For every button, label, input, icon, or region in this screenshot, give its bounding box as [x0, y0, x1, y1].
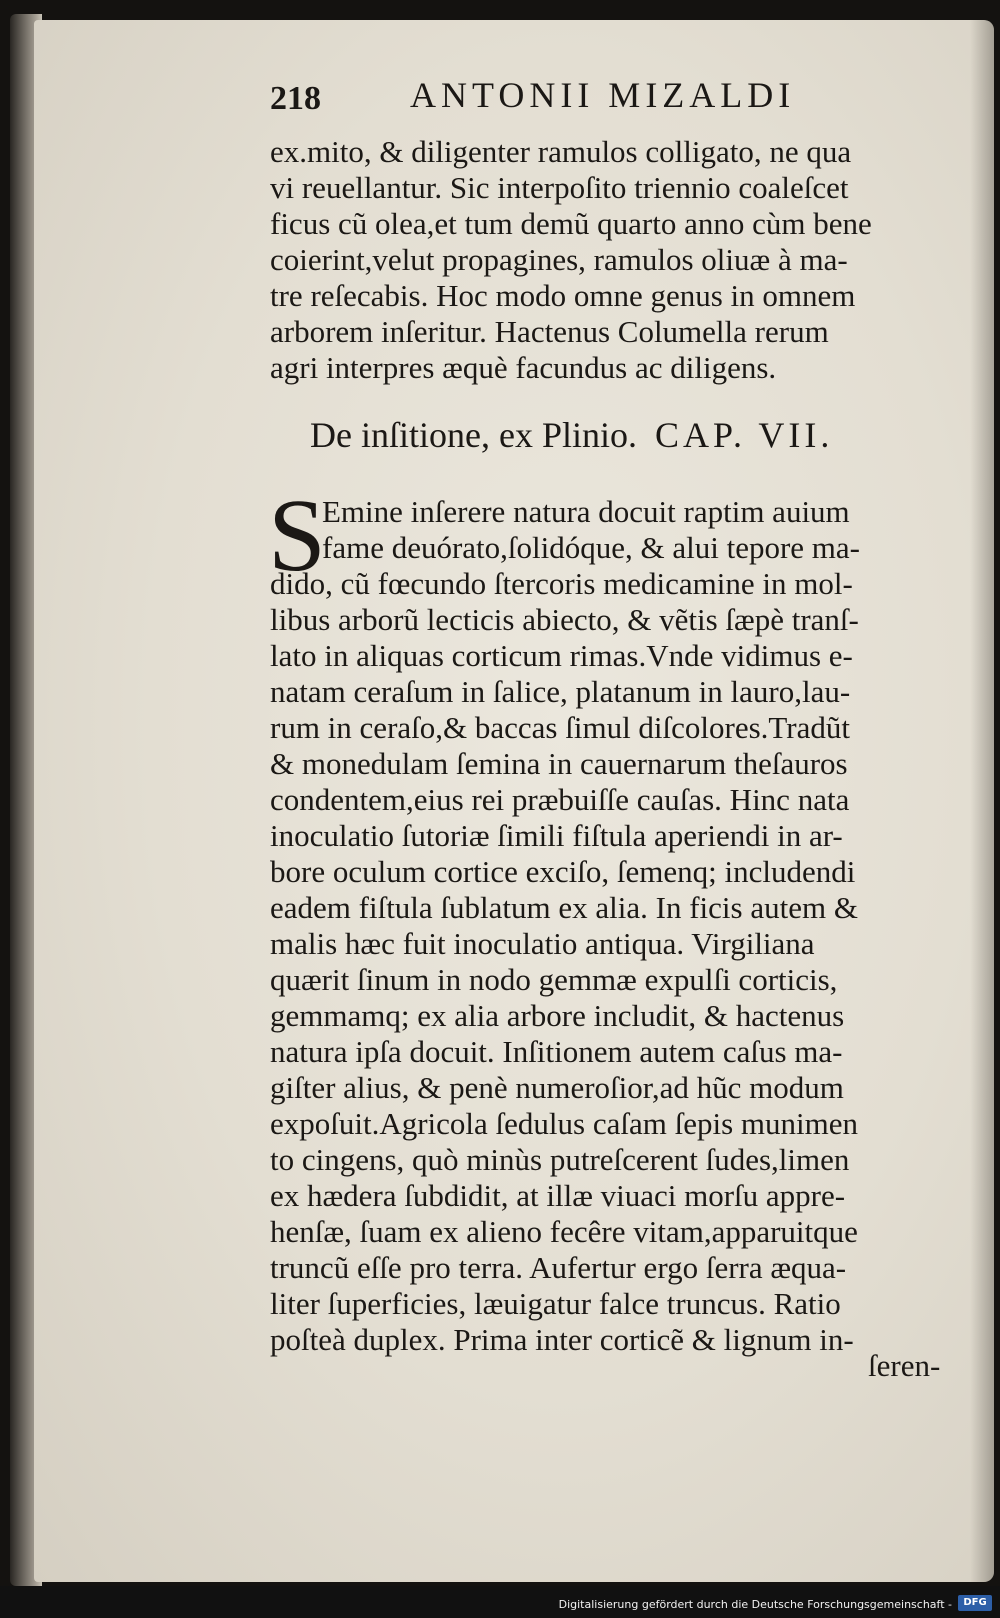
text-line: natura ipſa docuit. Inſitionem autem caſus ma-: [270, 1034, 843, 1069]
text-line: tre reſecabis. Hoc modo omne genus in omnem: [270, 278, 856, 313]
text-line: liter ſuperficies, læuigatur falce truncus. Ratio: [270, 1286, 841, 1321]
text-line: bore oculum cortice exciſo, ſemenq; includendi: [270, 854, 856, 889]
text-line: condentem,eius rei præbuiſſe cauſas. Hinc nata: [270, 782, 850, 817]
running-head: [230, 60, 960, 120]
text-line: henſæ, ſuam ex alieno fecêre vitam,apparuitque: [270, 1214, 858, 1249]
text-line: natam ceraſum in ſalice, platanum in lauro,lau-: [270, 674, 851, 709]
page-edge-shadow: [970, 20, 994, 1582]
text-line: malis hæc fuit inoculatio antiqua. Virgiliana: [270, 926, 815, 961]
text-line: arborem inſeritur. Hactenus Columella rerum: [270, 314, 829, 349]
text-line: & monedulam ſemina in cauernarum theſauros: [270, 746, 848, 781]
text-line: Emine inſerere natura docuit raptim auium: [322, 494, 850, 529]
text-line: dido, cũ fœcundo ſtercoris medicamine in mol-: [270, 566, 853, 601]
text-line: agri interpres æquè facundus ac diligens.: [270, 350, 777, 385]
text-line: lato in aliquas corticum rimas.Vnde vidimus e-: [270, 638, 853, 673]
dfg-logo: DFG: [958, 1595, 992, 1611]
text-line: fame deuórato,ſolidóque, & alui tepore ma-: [322, 530, 861, 565]
drop-cap: S: [268, 478, 326, 593]
chapter-title: De inſitione, ex Plinio.: [310, 415, 637, 455]
footer-bar: [0, 1586, 1000, 1618]
text-line: coierint,velut propagines, ramulos oliuæ à ma-: [270, 242, 848, 277]
text-line: rum in ceraſo,& baccas ſimul diſcolores.Tradũt: [270, 710, 850, 745]
text-line: ex hædera ſubdidit, at illæ viuaci morſu appre-: [270, 1178, 846, 1213]
text-line: quærit ſinum in nodo gemmæ expulſi corticis,: [270, 962, 838, 997]
text-line: ficus cũ olea,et tum demũ quarto anno cùm bene: [270, 206, 872, 241]
running-title: ANTONII MIZALDI: [410, 75, 796, 115]
text-line: truncũ eſſe pro terra. Aufertur ergo ſerra æqua-: [270, 1250, 847, 1285]
text-line: expoſuit.Agricola ſedulus caſam ſepis munimen: [270, 1106, 859, 1141]
text-line: vi reuellantur. Sic interpoſito triennio coaleſcet: [270, 170, 849, 205]
text-line: to cingens, quò minùs putreſcerent ſudes,limen: [270, 1142, 850, 1177]
page-number: 218: [270, 80, 321, 117]
chapter-number: CAP. VII.: [654, 415, 834, 455]
footer-credit: Digitalisierung gefördert durch die Deutsche Forschungsgemeinschaft -: [558, 1598, 952, 1611]
text-line: libus arborũ lecticis abiecto, & vẽtis ſæpè tranſ-: [270, 602, 859, 637]
text-line: gemmamq; ex alia arbore includit, & hactenus: [270, 998, 845, 1033]
chapter-heading: [310, 414, 833, 456]
text-line: giſter alius, & penè numeroſior,ad hũc modum: [270, 1070, 844, 1105]
text-line: ex.mito, & diligenter ramulos colligato, ne qua: [270, 134, 852, 169]
text-line: poſteà duplex. Prima inter corticẽ & lignum in-: [270, 1322, 854, 1357]
text-line: eadem fiſtula ſublatum ex alia. In ficis autem &: [270, 890, 858, 925]
text-line: inoculatio ſutoriæ ſimili fiſtula aperiendi in ar-: [270, 818, 843, 853]
catchword: ſeren-: [868, 1348, 941, 1383]
